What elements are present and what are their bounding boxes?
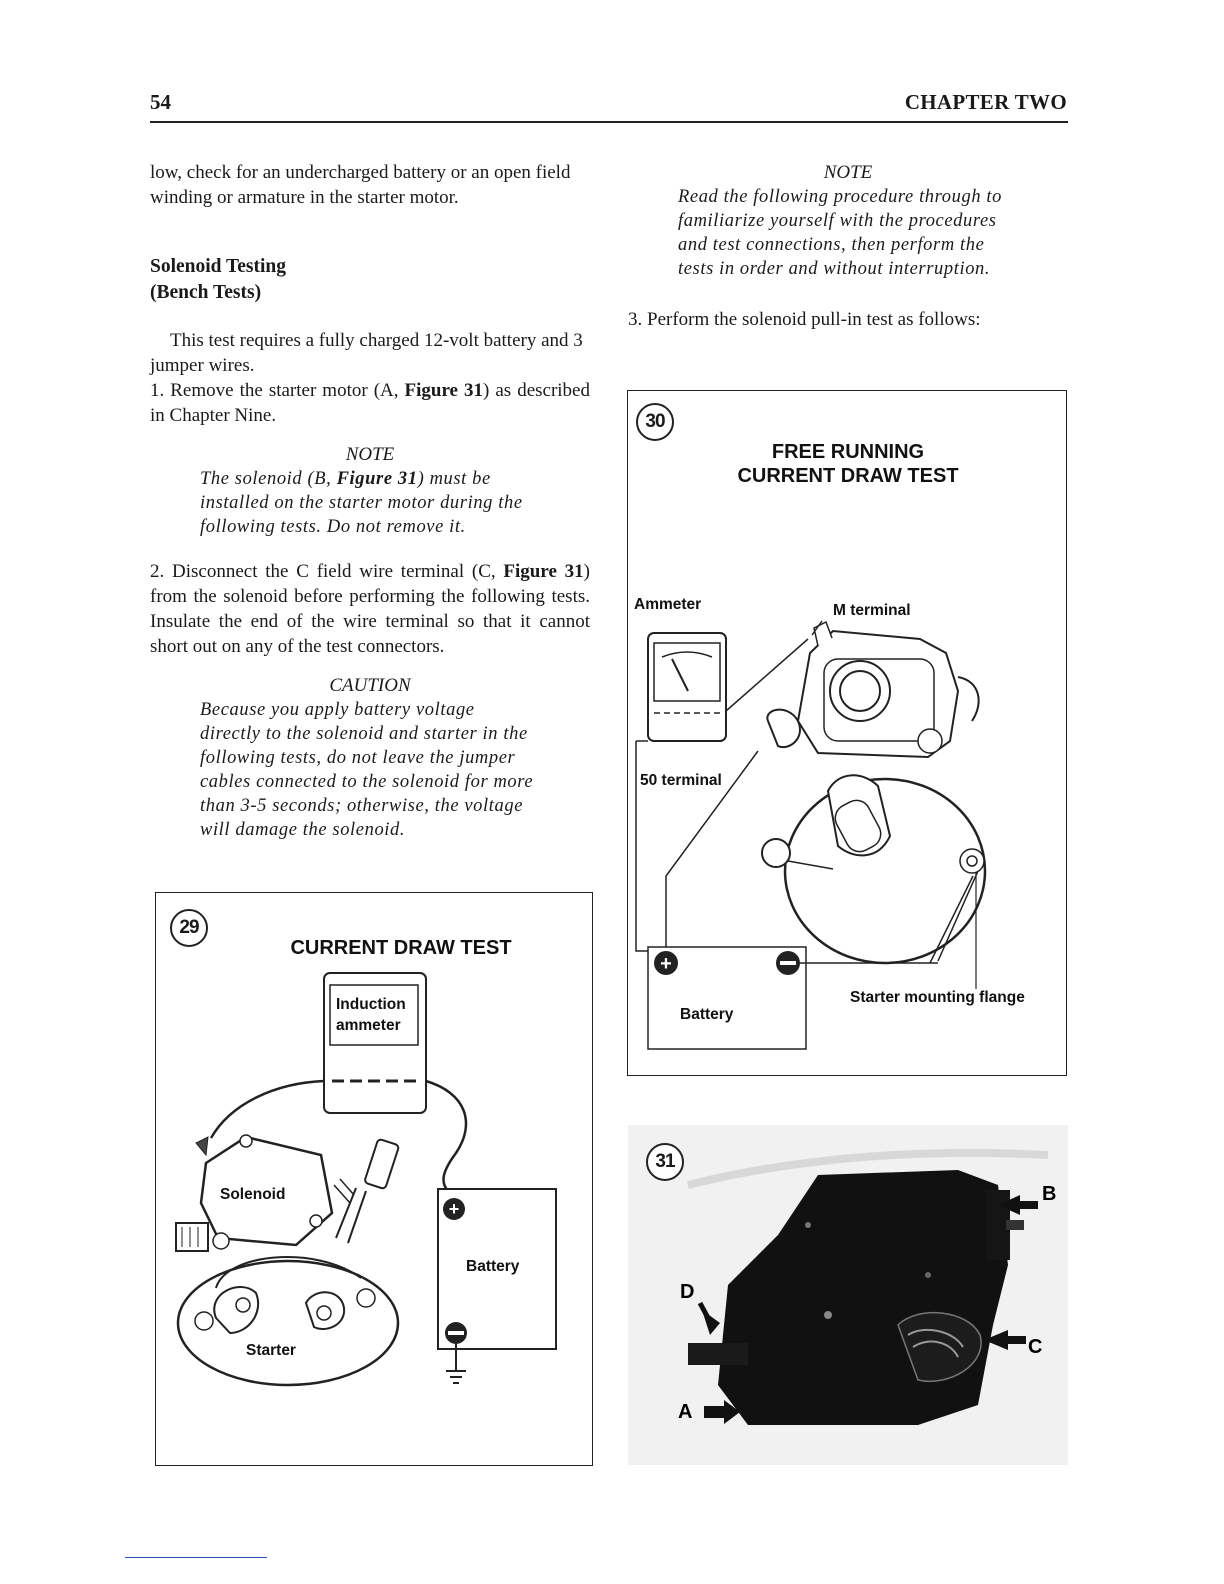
label-starter-flange: Starter mounting flange bbox=[850, 989, 1025, 1006]
section-heading: Solenoid Testing bbox=[150, 256, 287, 277]
svg-text:+: + bbox=[448, 1199, 460, 1219]
section-subheading: (Bench Tests) bbox=[150, 282, 262, 303]
step-2 bbox=[150, 559, 590, 659]
step-1-text-a: 1. Remove the starter motor (A, bbox=[150, 380, 405, 401]
note-1-text-b: ) must be installed on the starter motor during the following tests. Do not remove it. bbox=[200, 469, 523, 537]
figure-29-drawing bbox=[156, 893, 592, 1465]
note-2-label: NOTE bbox=[823, 162, 873, 183]
step-2-text-a: 2. Disconnect the C field wire terminal (C, bbox=[150, 561, 504, 582]
figure-31 bbox=[628, 1125, 1068, 1465]
step-1-figure-ref: Figure 31 bbox=[404, 380, 484, 401]
note-1-text bbox=[200, 467, 540, 539]
figure-30-number: 30 bbox=[636, 403, 674, 441]
label-starter: Starter bbox=[246, 1342, 296, 1359]
caution-text: Because you apply battery voltage directly to the solenoid and starter in the following tests, do not leave the jumper cables connected to the solenoid for more than 3-5 seconds; otherwise, the voltage will damage the solenoid. bbox=[200, 700, 534, 840]
figure-30-drawing bbox=[628, 391, 1066, 1075]
label-battery-30: Battery bbox=[680, 1006, 734, 1023]
photo-label-d: D bbox=[680, 1281, 695, 1303]
note-1 bbox=[150, 442, 590, 539]
note-2-text: Read the following procedure through to familiarize yourself with the procedures and test connections, then perform the tests in order and without interruption. bbox=[678, 187, 1002, 279]
caution-block bbox=[150, 673, 590, 842]
step-1 bbox=[150, 378, 590, 428]
right-column bbox=[628, 160, 1068, 332]
caution-label: CAUTION bbox=[329, 675, 411, 696]
step-2-text-b: ) from the solenoid before performing the following tests. Insulate the end of the wire terminal so that it cannot short out on any of the test connectors. bbox=[150, 561, 590, 657]
svg-text:+: + bbox=[660, 953, 672, 975]
figure-30 bbox=[627, 390, 1067, 1076]
left-column bbox=[150, 160, 590, 842]
label-ammeter-30: Ammeter bbox=[634, 596, 702, 613]
photo-label-c: C bbox=[1028, 1336, 1043, 1358]
label-induction: Induction bbox=[336, 996, 406, 1013]
figure-30-title-line1: FREE RUNNING bbox=[771, 441, 925, 463]
footer-rule bbox=[125, 1557, 267, 1558]
page-number: 54 bbox=[150, 90, 171, 114]
label-50-terminal: 50 terminal bbox=[640, 772, 722, 789]
label-battery-29: Battery bbox=[466, 1258, 520, 1275]
label-induction-ammeter: ammeter bbox=[336, 1017, 401, 1034]
step-1-text-b: ) as described in Chapter Nine. bbox=[150, 380, 590, 426]
chapter-title: CHAPTER TWO bbox=[904, 90, 1067, 114]
figure-30-title-line2: CURRENT DRAW TEST bbox=[737, 465, 959, 487]
note-1-figure-ref: Figure 31 bbox=[336, 469, 418, 489]
photo-label-b: B bbox=[1042, 1183, 1057, 1205]
requirements-paragraph: This test requires a fully charged 12-volt battery and 3 jumper wires. bbox=[150, 330, 583, 376]
figure-31-number: 31 bbox=[646, 1143, 684, 1181]
figure-29 bbox=[155, 892, 593, 1466]
intro-paragraph: low, check for an undercharged battery or an open field winding or armature in the starter motor. bbox=[150, 162, 571, 208]
note-2 bbox=[628, 160, 1068, 281]
note-1-label: NOTE bbox=[345, 444, 395, 465]
label-m-terminal: M terminal bbox=[833, 602, 911, 619]
photo-label-a: A bbox=[678, 1401, 693, 1423]
figure-29-number: 29 bbox=[170, 909, 208, 947]
label-solenoid: Solenoid bbox=[220, 1186, 286, 1203]
figure-29-title: CURRENT DRAW TEST bbox=[290, 937, 512, 959]
step-2-figure-ref: Figure 31 bbox=[503, 561, 584, 582]
step-3: 3. Perform the solenoid pull-in test as follows: bbox=[628, 309, 981, 330]
header-rule bbox=[150, 121, 1068, 123]
note-1-text-a: The solenoid (B, bbox=[200, 469, 337, 489]
